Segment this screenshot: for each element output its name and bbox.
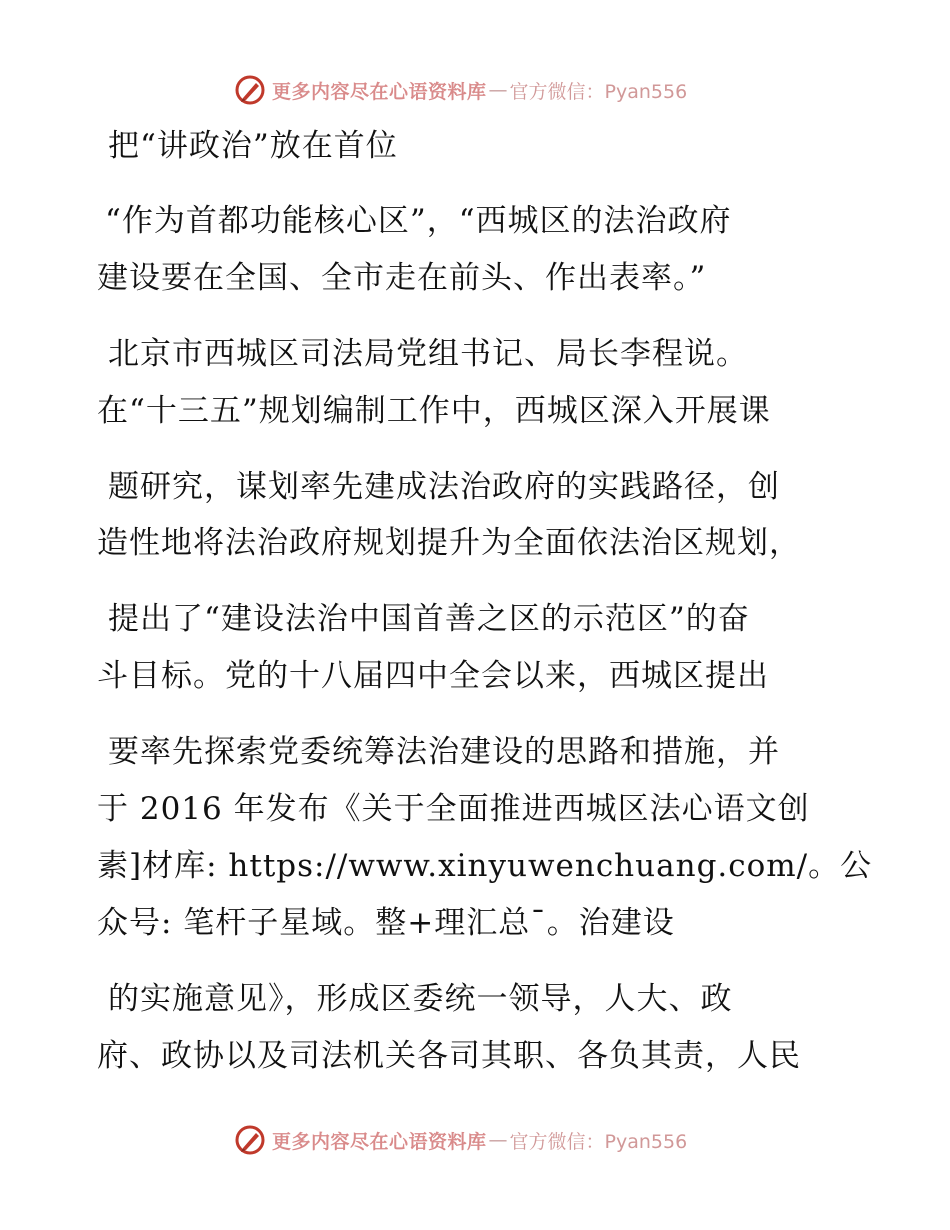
body-line-7: 造性地将法治政府规划提升为全面依法治区规划，: [97, 525, 801, 561]
body-line-2: “作为首都功能核心区”，“西城区的法治政府: [105, 203, 732, 239]
body-line-3: 建设要在全国、全市走在前头、作出表率。”: [97, 260, 707, 296]
body-line-15: 府、政协以及司法机关各司其职、各负其责，人民: [97, 1038, 801, 1074]
body-line-11: 于 2016 年发布《关于全面推进西城区法心语文创: [97, 791, 810, 827]
pen-logo-icon: [234, 1124, 266, 1156]
body-line-9: 斗目标。党的十八届四中全会以来，西城区提出: [97, 658, 769, 694]
header-wechat-text: 官方微信：Pyan556: [509, 80, 688, 103]
body-line-1: 把“讲政治”放在首位: [108, 128, 398, 164]
body-line-6: 题研究，谋划率先建成法治政府的实践路径，创: [108, 469, 780, 505]
pen-logo-icon: [234, 74, 266, 106]
body-line-12: 素]材库: https://www.xinyuwenchuang.com/。公: [97, 848, 873, 884]
footer-banner-separator: —: [488, 1129, 508, 1151]
footer-wechat-text: 官方微信：Pyan556: [509, 1130, 688, 1153]
body-line-5: 在“十三五”规划编制工作中，西城区深入开展课: [97, 393, 771, 429]
header-banner-text: 更多内容尽在心语资料库: [272, 80, 487, 103]
body-line-14: 的实施意见》，形成区委统一领导，人大、政: [108, 981, 733, 1017]
footer-watermark-banner: [234, 1123, 687, 1157]
body-line-10: 要率先探索党委统筹法治建设的思路和措施，并: [108, 734, 780, 770]
body-line-4: 北京市西城区司法局党组书记、局长李程说。: [108, 336, 748, 372]
body-line-8: 提出了“建设法治中国首善之区的示范区”的奋: [108, 601, 750, 637]
header-watermark-banner: [234, 73, 687, 107]
header-banner-separator: —: [488, 79, 508, 101]
footer-banner-text: 更多内容尽在心语资料库: [272, 1130, 487, 1153]
body-line-13: 众号: 笔杆子星域。整+理汇总¯。治建设: [97, 905, 675, 941]
